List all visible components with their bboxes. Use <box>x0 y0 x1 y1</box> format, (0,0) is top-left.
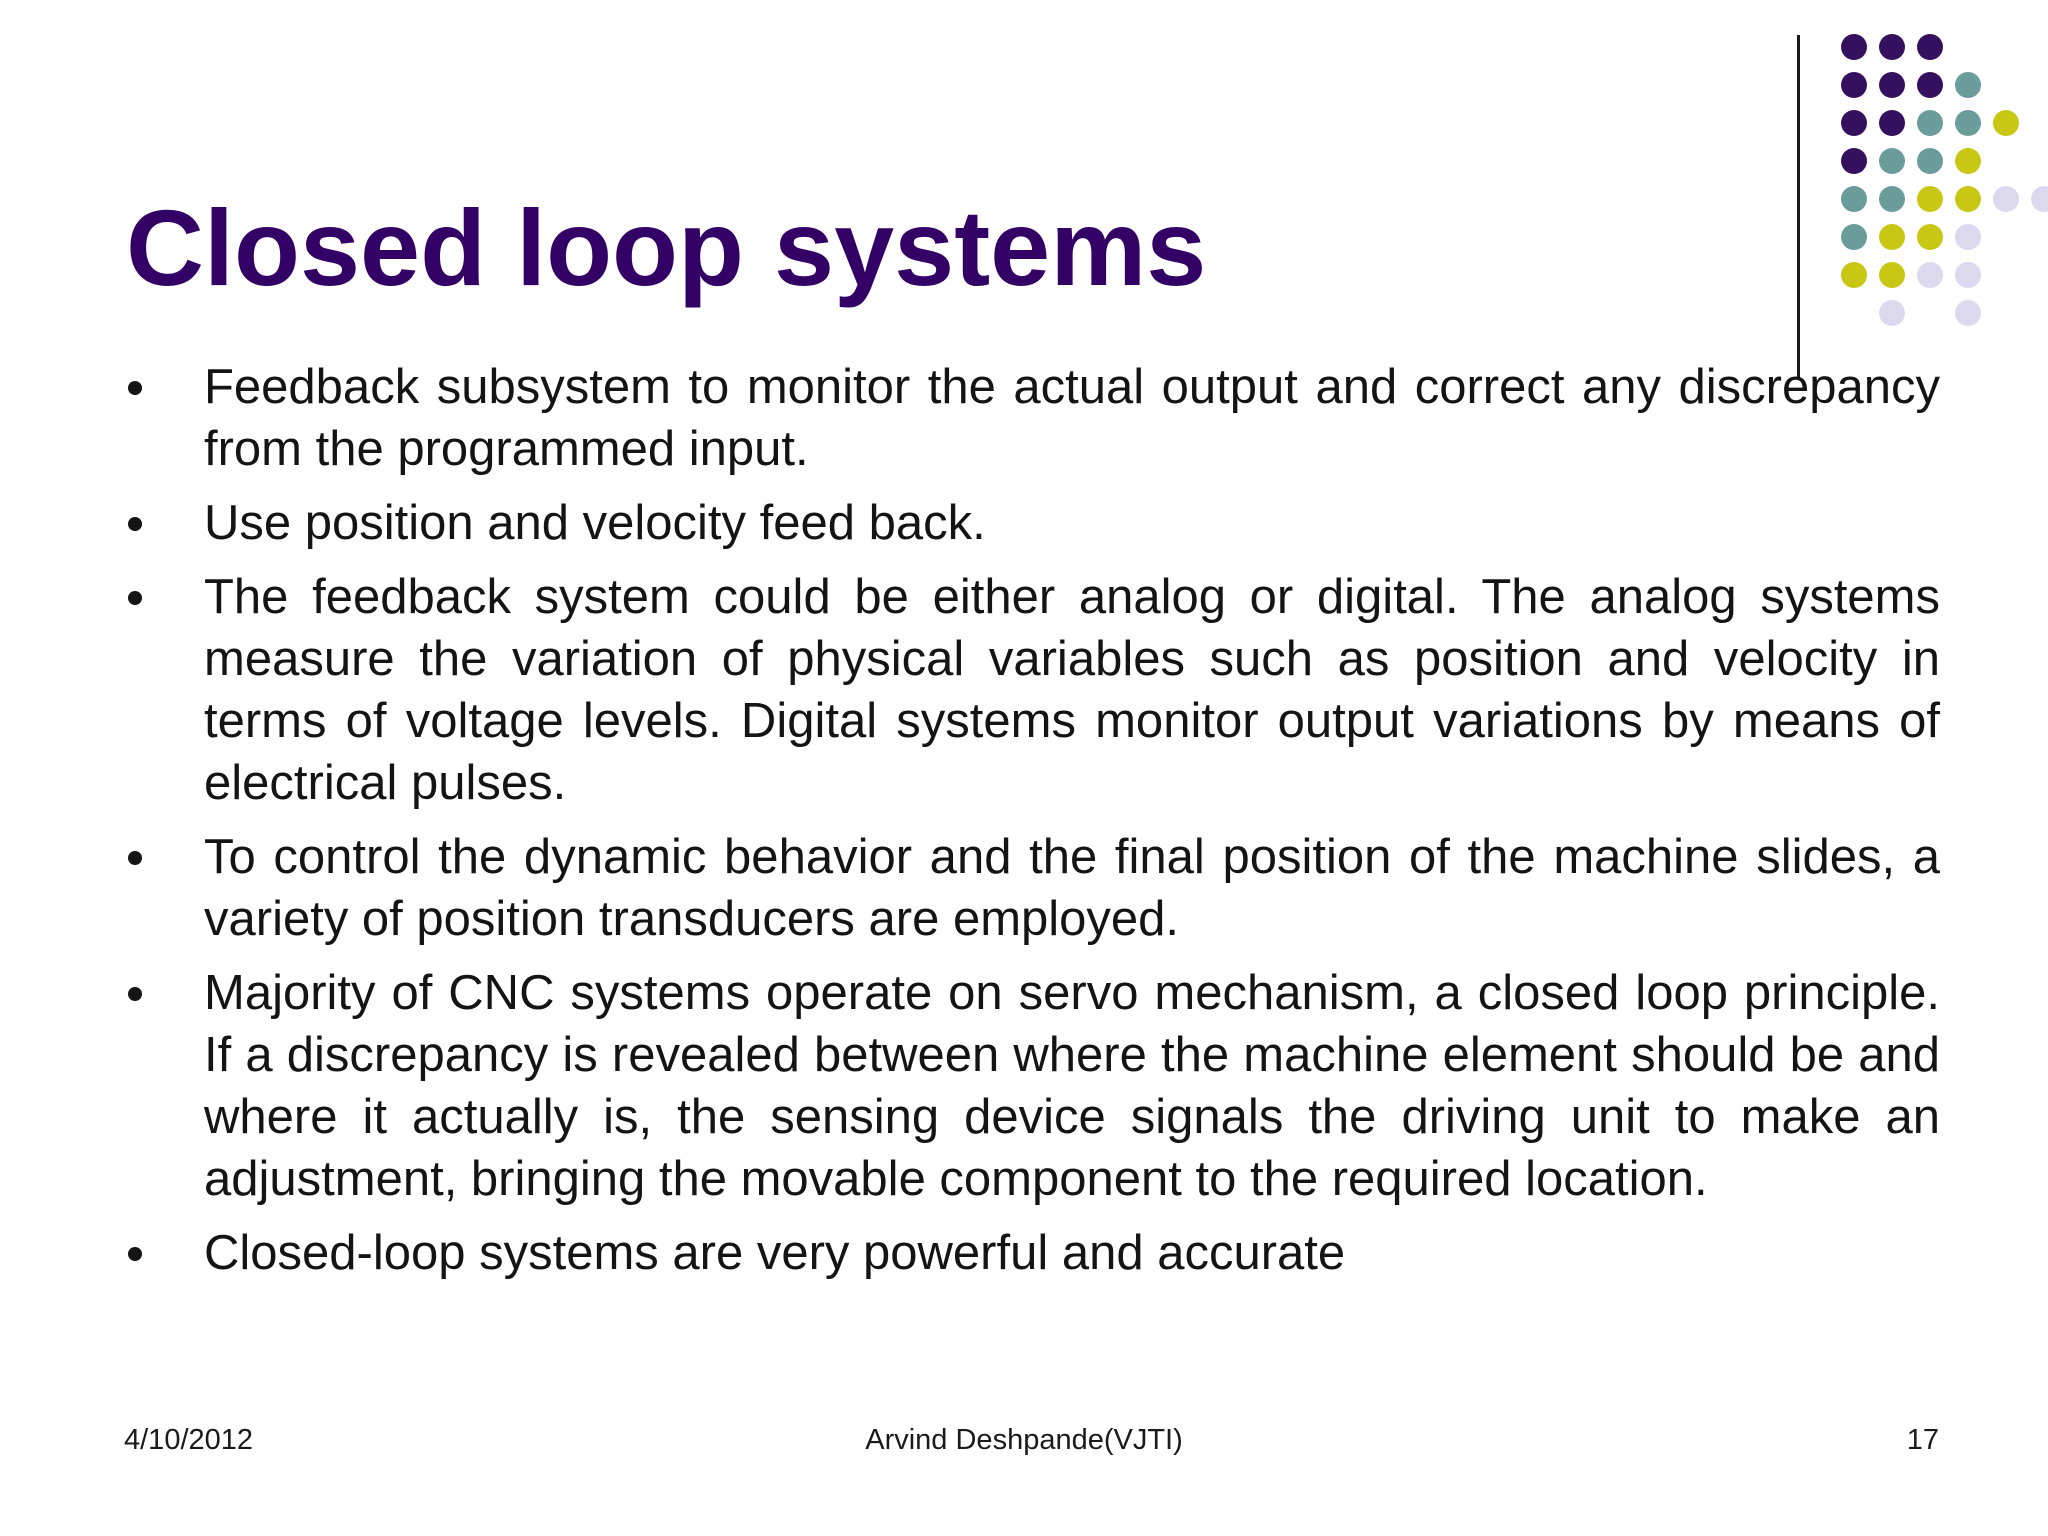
decorative-dot <box>1841 148 1867 174</box>
decorative-dot <box>1955 262 1981 288</box>
bullet-list <box>126 356 1940 1296</box>
decorative-dot <box>1879 34 1905 60</box>
bullet-item <box>126 962 1940 1210</box>
bullet-dot-icon <box>128 591 142 605</box>
decorative-dot <box>1955 300 1981 326</box>
decorative-dot <box>1993 186 2019 212</box>
footer-author: Arvind Deshpande(VJTI) <box>865 1424 1183 1456</box>
decorative-dot <box>1955 72 1981 98</box>
decorative-dot <box>1879 224 1905 250</box>
bullet-dot-icon <box>128 851 142 865</box>
decorative-dot <box>1879 72 1905 98</box>
decorative-dot <box>1917 224 1943 250</box>
bullet-dot-icon <box>128 987 142 1001</box>
decorative-dot <box>1879 300 1905 326</box>
bullet-text: Feedback subsystem to monitor the actual output and correct any discrepancy from the programmed input. <box>204 360 1940 476</box>
decorative-dot <box>1955 148 1981 174</box>
decorative-dot <box>1917 110 1943 136</box>
bullet-item <box>126 492 1940 554</box>
bullet-item <box>126 1222 1940 1284</box>
bullet-text: To control the dynamic behavior and the final position of the machine slides, a variety of position transducers are employed. <box>204 830 1940 946</box>
decorative-dot <box>1841 262 1867 288</box>
bullet-text: The feedback system could be either analog or digital. The analog systems measure the variation of physical variables such as position and velocity in terms of voltage levels. Digital systems monitor output variations by means of electrical pulses. <box>204 570 1940 810</box>
decorative-dot <box>1841 34 1867 60</box>
bullet-item <box>126 566 1940 814</box>
bullet-dot-icon <box>128 1247 142 1261</box>
decorative-dot <box>1879 262 1905 288</box>
decorative-dot <box>1955 110 1981 136</box>
decorative-dot <box>1879 110 1905 136</box>
decorative-dot <box>1917 262 1943 288</box>
decorative-dot <box>1841 110 1867 136</box>
footer-page-number: 17 <box>1906 1424 1939 1456</box>
bullet-dot-icon <box>128 381 142 395</box>
decorative-dot <box>1955 224 1981 250</box>
bullet-dot-icon <box>128 517 142 531</box>
decorative-dot <box>2031 186 2048 212</box>
bullet-text: Closed-loop systems are very powerful and accurate <box>204 1226 1346 1280</box>
footer-date: 4/10/2012 <box>124 1424 254 1456</box>
decorative-dot <box>1917 34 1943 60</box>
decorative-dot <box>1879 148 1905 174</box>
decorative-dot <box>1841 72 1867 98</box>
bullet-text: Majority of CNC systems operate on servo mechanism, a closed loop principle. If a discrepancy is revealed between where the machine element should be and where it actually is, the sensing device signals the driving unit to make an adjustment, bringing the movable component to the required location. <box>204 966 1940 1206</box>
decorative-dot <box>1917 186 1943 212</box>
bullet-text: Use position and velocity feed back. <box>204 496 986 550</box>
decorative-dot <box>1955 186 1981 212</box>
decorative-dot <box>1841 186 1867 212</box>
decorative-dot <box>1841 224 1867 250</box>
decorative-dot <box>1917 72 1943 98</box>
bullet-item <box>126 826 1940 950</box>
decorative-dot <box>1879 186 1905 212</box>
title-divider-line <box>1797 35 1800 378</box>
decorative-dot <box>1917 148 1943 174</box>
decorative-dot <box>1993 110 2019 136</box>
slide-title: Closed loop systems <box>126 187 1207 308</box>
bullet-item <box>126 356 1940 480</box>
